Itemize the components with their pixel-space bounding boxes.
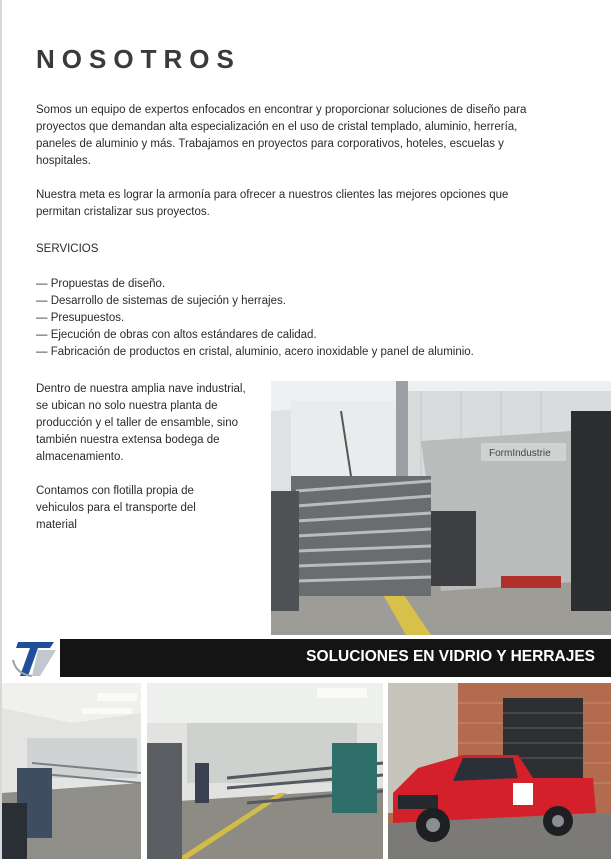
- page-title: NOSOTROS: [36, 44, 241, 74]
- fleet-paragraph: Contamos con flotilla propia de vehiculos para el transporte del material: [36, 485, 196, 531]
- section-banner: [60, 639, 611, 677]
- warehouse-photo-2: [147, 683, 383, 859]
- services-list: [36, 276, 474, 361]
- service-item: — Ejecución de obras con altos estándares de calidad.: [36, 329, 317, 341]
- intro-paragraph: Somos un equipo de expertos enfocados en encontrar y proporcionar soluciones de diseño para proyectos que demandan alta especialización en el uso de cristal templado, aluminio, herrería, paneles de aluminio y más. Trabajamos en proyectos para corporativos, hoteles, escuelas y hospitales.: [36, 104, 527, 167]
- service-item: — Fabricación de productos en cristal, aluminio, acero inoxidable y panel de aluminio.: [36, 346, 474, 358]
- goal-paragraph: Nuestra meta es lograr la armonía para ofrecer a nuestros clientes las mejores opciones que permitan cristalizar sus proyectos.: [36, 189, 509, 218]
- service-item: — Presupuestos.: [36, 312, 125, 324]
- machine-brand-label: FormIndustrie: [489, 448, 551, 459]
- warehouse-photo-1: [2, 683, 141, 859]
- company-logo-icon: [10, 636, 60, 680]
- delivery-truck-photo: [388, 683, 611, 859]
- service-item: — Propuestas de diseño.: [36, 278, 166, 290]
- factory-photo: [271, 381, 611, 635]
- services-heading: SERVICIOS: [36, 243, 99, 255]
- facility-paragraph: Dentro de nuestra amplia nave industrial, se ubican no solo nuestra planta de producción y el taller de ensamble, sino también nuestra extensa bodega de almacenamiento.: [36, 383, 246, 463]
- service-item: — Desarrollo de sistemas de sujeción y herrajes.: [36, 295, 286, 307]
- banner-title: SOLUCIONES EN VIDRIO Y HERRAJES: [306, 648, 595, 665]
